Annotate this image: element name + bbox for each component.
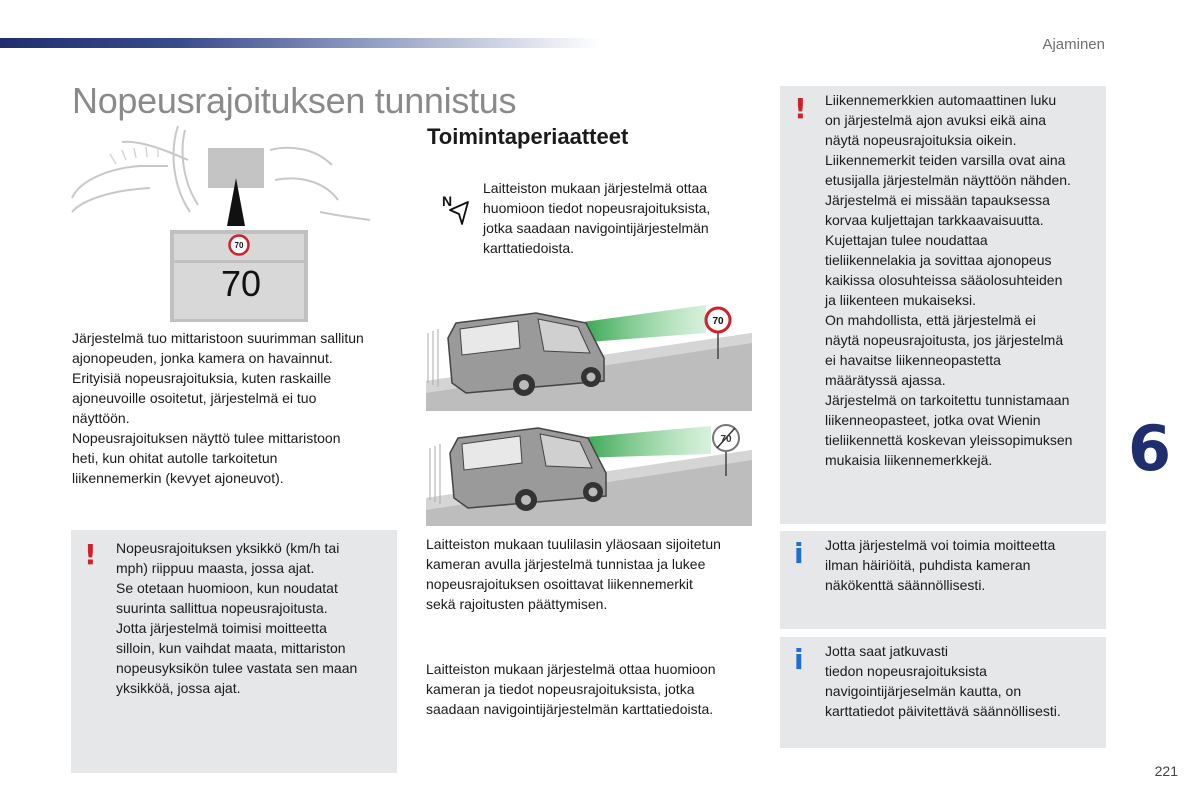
page-number: 221 xyxy=(1154,763,1178,779)
map-paragraph xyxy=(426,659,756,719)
display-speed-value: 70 xyxy=(220,263,262,304)
warning-line: korvaa kuljettajan tarkkaavaisuutta. xyxy=(825,212,1044,228)
nav-line: karttatiedoista. xyxy=(483,240,575,256)
info-line: Jotta järjestelmä voi toimia moitteetta xyxy=(825,537,1056,553)
warning-line: liikenneopasteet, jotka ovat Wienin xyxy=(825,412,1041,428)
sign-value: 70 xyxy=(720,434,732,445)
camera-line: kameran avulla järjestelmä tunnistaa ja lukee xyxy=(426,556,706,572)
nav-icon-letter: N xyxy=(442,193,453,209)
camera-line: nopeusrajoituksen osoittavat liikennemerkit xyxy=(426,576,693,592)
warning-line: tieliikennettä koskevan yleissopimuksen xyxy=(825,432,1073,448)
warning-line: määrätyssä ajassa. xyxy=(825,372,946,388)
intro-line: Järjestelmä tuo mittaristoon suurimman sallitun xyxy=(72,330,364,346)
info-icon: i xyxy=(794,643,804,676)
van-speed-sign-illustration xyxy=(426,303,752,411)
warning-line: Kujettajan tulee noudattaa xyxy=(825,232,988,248)
nav-line: Laitteiston mukaan järjestelmä ottaa xyxy=(483,180,708,196)
info-icon: i xyxy=(794,537,804,570)
sign-value: 70 xyxy=(712,316,724,327)
warning-line: ei havaitse liikenneopastetta xyxy=(825,352,1001,368)
intro-paragraph xyxy=(72,328,402,488)
intro-line: liikennemerkin (kevyet ajoneuvot). xyxy=(72,470,284,486)
unit-warning-text xyxy=(116,538,396,698)
warning-line: mph) riippuu maasta, jossa ajat. xyxy=(116,560,315,576)
info-line: tiedon nopeusrajoituksista xyxy=(825,663,987,679)
warning-line: nopeusyksikön tulee vastata sen maan xyxy=(116,660,358,676)
info-line: navigointijärjeselmän kautta, on xyxy=(825,683,1022,699)
intro-line: Nopeusrajoituksen näyttö tulee mittaristoon xyxy=(72,430,341,446)
instrument-cluster-illustration xyxy=(70,120,400,325)
intro-line: heti, kun ohitat autolle tarkoitetun xyxy=(72,450,278,466)
warning-line: Se otetaan huomioon, kun noudatat xyxy=(116,580,338,596)
warning-line: etusijalla järjestelmän näyttöön nähden. xyxy=(825,172,1071,188)
warning-line: yksikköä, jossa ajat. xyxy=(116,680,241,696)
warning-line: kaikissa olosuhteissa sääolosuhteiden xyxy=(825,272,1063,288)
section-name: Ajaminen xyxy=(1042,36,1105,53)
intro-line: ajoneuvoille osoitetut, järjestelmä ei tuo xyxy=(72,390,317,406)
warning-line: silloin, kun vaihdat maata, mittariston xyxy=(116,640,346,656)
warning-line: Jotta järjestelmä toimisi moitteetta xyxy=(116,620,327,636)
warning-line: Liikennemerkit teiden varsilla ovat aina xyxy=(825,152,1066,168)
warning-line: ja liikenteen mukaiseksi. xyxy=(825,292,976,308)
map-line: kameran ja tiedot nopeusrajoituksista, jotka xyxy=(426,681,695,697)
warning-line: Järjestelmä on tarkoitettu tunnistamaan xyxy=(825,392,1070,408)
chapter-number: 6 xyxy=(1128,412,1172,485)
warning-icon: ! xyxy=(84,538,97,571)
van-icon xyxy=(448,313,604,396)
navigation-paragraph xyxy=(483,178,753,258)
warning-line: näytä nopeusrajoitusta, jos järjestelmä xyxy=(825,332,1064,348)
warning-line: Nopeusrajoituksen yksikkö (km/h tai xyxy=(116,540,340,556)
display-sign-value: 70 xyxy=(234,241,244,250)
camera-line: sekä rajoitusten päättymisen. xyxy=(426,596,608,612)
map-line: Laitteiston mukaan järjestelmä ottaa huomioon xyxy=(426,661,716,677)
warning-line: mukaisia liikennemerkkejä. xyxy=(825,452,993,468)
info-line: ilman häiriöitä, puhdista kameran xyxy=(825,557,1031,573)
map-update-info-text xyxy=(825,641,1105,721)
page-title: Nopeusrajoituksen tunnistus xyxy=(72,80,517,121)
warning-line: Liikennemerkkien automaattinen luku xyxy=(825,92,1057,108)
nav-line: jotka saadaan navigointijärjestelmän xyxy=(483,220,709,236)
intro-line: näyttöön. xyxy=(72,410,130,426)
map-line: saadaan navigointijärjestelmän karttatiedoista. xyxy=(426,701,714,717)
header-gradient-bar xyxy=(0,38,600,48)
camera-line: Laitteiston mukaan tuulilasin yläosaan sijoitetun xyxy=(426,536,721,552)
intro-line: ajonopeuden, jonka kamera on havainnut. xyxy=(72,350,333,366)
van-icon xyxy=(450,428,606,511)
warning-line: suurinta sallittua nopeusrajoitusta. xyxy=(116,600,328,616)
warning-line: Järjestelmä ei missään tapauksessa xyxy=(825,192,1050,208)
van-end-limit-illustration xyxy=(426,418,752,526)
warning-line: on järjestelmä ajon avuksi eikä aina xyxy=(825,112,1047,128)
section-subtitle: Toimintaperiaatteet xyxy=(427,124,629,149)
info-line: karttatiedot päivitettävä säännöllisesti. xyxy=(825,703,1061,719)
reliability-warning-text xyxy=(825,90,1105,470)
warning-icon: ! xyxy=(794,92,807,125)
warning-line: tieliikennelakia ja sovittaa ajonopeus xyxy=(825,252,1052,268)
camera-paragraph xyxy=(426,534,756,614)
navigation-icon xyxy=(440,192,472,228)
info-line: Jotta saat jatkuvasti xyxy=(825,643,948,659)
intro-line: Erityisiä nopeusrajoituksia, kuten raskaille xyxy=(72,370,332,386)
info-line: näkökenttä säännöllisesti. xyxy=(825,577,986,593)
camera-info-text xyxy=(825,535,1105,595)
warning-line: On mahdollista, että järjestelmä ei xyxy=(825,312,1036,328)
warning-line: näytä nopeusrajoituksia oikein. xyxy=(825,132,1017,148)
nav-line: huomioon tiedot nopeusrajoituksista, xyxy=(483,200,711,216)
